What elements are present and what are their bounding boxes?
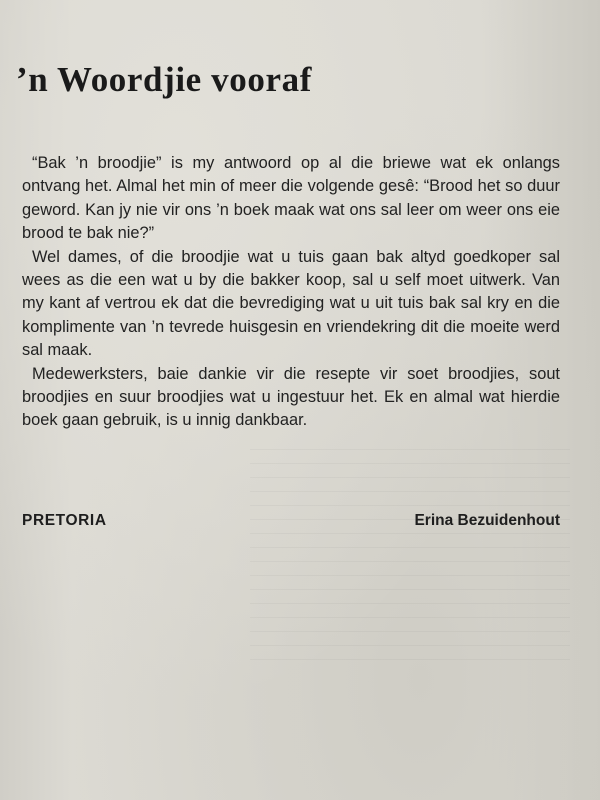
place-name: PRETORIA	[22, 512, 107, 529]
foreword-text	[22, 152, 560, 433]
paragraph-thanks: Medewerksters, baie dankie vir die resepte vir soet broodjies, sout broodjies en suur broodjies wat u ingestuur het. Ek en almal wat hierdie boek gaan gebruik, is u innig dankbaar.	[22, 364, 560, 430]
paragraph-intro: “Bak ’n broodjie” is my antwoord op al die briewe wat ek onlangs ontvang het. Almal het min of meer die volgende gesê: “Brood het so duur geword. Kan jy nie vir ons ’n boek maak wat ons sal leer om weer ons eie brood te bak nie?”	[22, 154, 560, 243]
signature-line	[22, 512, 560, 530]
page-title: ’n Woordjie vooraf	[16, 60, 312, 99]
author-name: Erina Bezuidenhout	[414, 512, 560, 529]
show-through-texture	[250, 440, 570, 660]
paragraph-cost: Wel dames, of die broodjie wat u tuis gaan bak altyd goedkoper sal wees as die een wat u by die bakker koop, sal u self moet uitwerk. Van my kant af vertrou ek dat die bevrediging wat u uit tuis bak sal kry en die komplimente van ’n tevrede huisgesin en vriendekring dit die moeite werd sal maak.	[22, 247, 560, 360]
